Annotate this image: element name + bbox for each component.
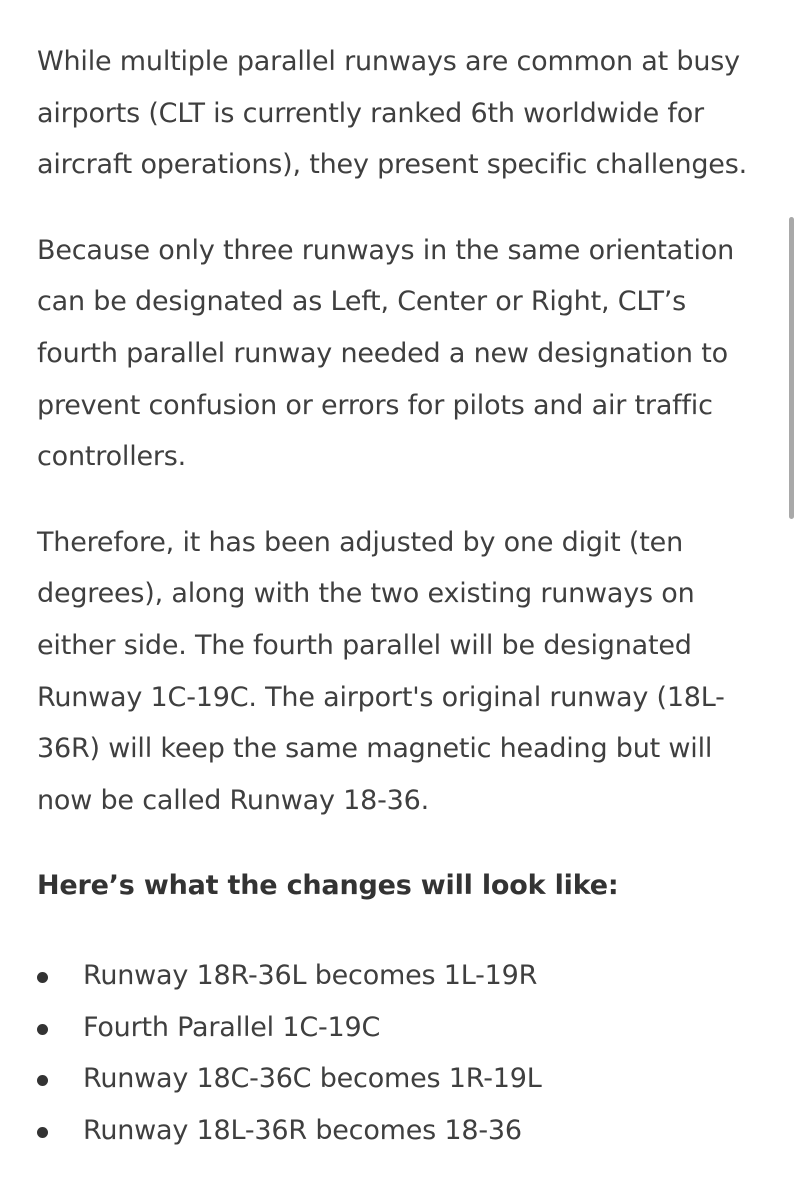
list-item-text: Runway 18C-36C becomes 1R-19L xyxy=(83,1063,542,1095)
list-item xyxy=(37,1053,757,1105)
article-body xyxy=(37,36,757,1156)
list-item xyxy=(37,1002,757,1054)
paragraph-adjustment: Therefore, it has been adjusted by one digit (ten degrees), along with the two existing runways on either side. The fourth parallel will be designated Runway 1C-19C. The airport's original runway (18L-36R) will keep the same magnetic heading but will now be called Runway 18-36. xyxy=(37,526,725,816)
bullet-icon xyxy=(37,1024,48,1035)
paragraph-designation: Because only three runways in the same orientation can be designated as Left, Center or Right, CLT’s fourth parallel runway needed a new designation to prevent confusion or errors for pilots and air traffic controllers. xyxy=(37,234,735,473)
scrollbar-thumb[interactable] xyxy=(789,217,794,519)
list-item xyxy=(37,1105,757,1157)
changes-list xyxy=(37,950,757,1156)
changes-heading: Here’s what the changes will look like: xyxy=(37,870,619,902)
bullet-icon xyxy=(37,1127,48,1138)
list-item-text: Runway 18R-36L becomes 1L-19R xyxy=(83,959,538,991)
bullet-icon xyxy=(37,1075,48,1086)
paragraph-parallel-runways: While multiple parallel runways are common at busy airports (CLT is currently ranked 6th worldwide for aircraft operations), they present specific challenges. xyxy=(37,46,747,181)
list-item-text: Fourth Parallel 1C-19C xyxy=(83,1011,381,1043)
bullet-icon xyxy=(37,972,48,983)
list-item-text: Runway 18L-36R becomes 18-36 xyxy=(83,1114,522,1146)
list-item xyxy=(37,950,757,1002)
